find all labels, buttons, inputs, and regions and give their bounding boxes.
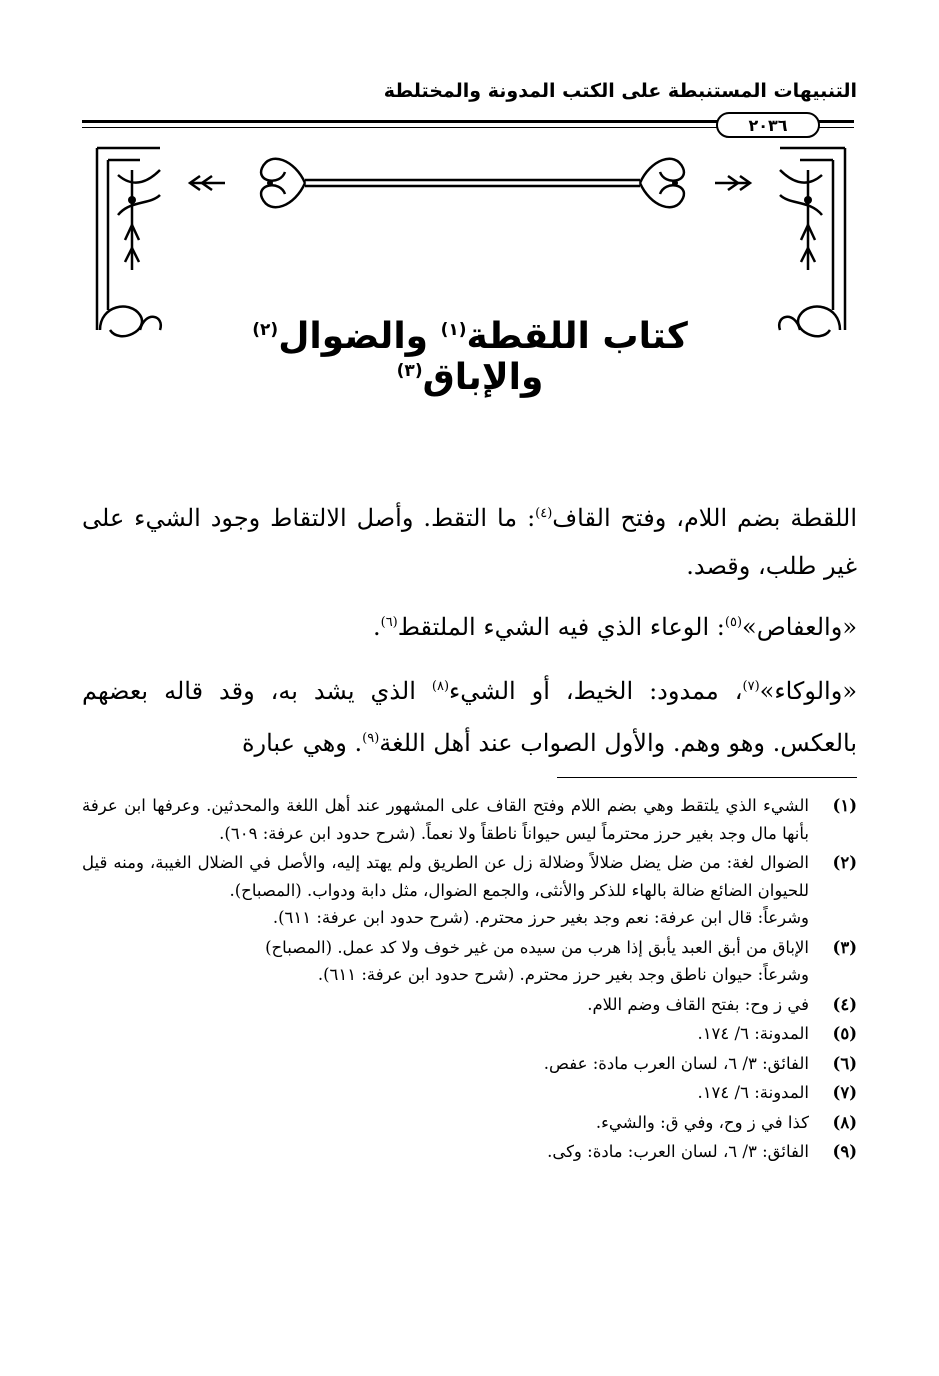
- footnote-separator: [557, 777, 857, 778]
- footnote-7: [82, 1079, 857, 1107]
- body-paragraph-1: [82, 490, 857, 590]
- footnote-text: الفائق: ٣/ ٦، لسان العرب: مادة: وكى.: [547, 1142, 809, 1161]
- body-paragraph-2: [82, 599, 857, 651]
- chapter-title-part1: كتاب اللقطة: [466, 316, 688, 357]
- footnote-3: [82, 934, 857, 989]
- page-number: ٢٠٣٦: [716, 112, 820, 138]
- footnote-number: (١): [832, 796, 857, 815]
- footnote-number: (٤): [832, 994, 857, 1014]
- para-text: : ما التقط. وأصل الالتقاط وجود الشيء على غير طلب، وقصد.: [82, 504, 857, 580]
- footnote-ref-1[interactable]: (١): [440, 320, 467, 340]
- footnote-number: (٥): [832, 1024, 857, 1043]
- footnote-text: الفائق: ٣/ ٦، لسان العرب مادة: عفص.: [543, 1053, 809, 1073]
- footnote-1: [82, 792, 857, 847]
- running-header: التنبيهات المستنبطة على الكتب المدونة والمختلطة: [383, 80, 857, 102]
- chapter-title: [180, 316, 760, 398]
- chapter-title-part3: والإباق: [422, 357, 544, 398]
- footnote-ref-9[interactable]: (٩): [362, 731, 380, 746]
- footnote-text: الشيء الذي يلتقط وهي بضم اللام وفتح القاف على المشهور عند أهل اللغة والمحدثين. وعرفها ابن عرفة بأنها مال وجد بغير حرز محترماً ليس حيواناً ناطقاً ولا نعماً. (شرح حدود ابن عرفة: ٦٠٩).: [82, 796, 809, 843]
- footnote-ref-6[interactable]: (٦): [380, 615, 398, 630]
- chapter-title-part2: والضوال: [278, 316, 441, 357]
- footnote-text: المدونة: ٦/ ١٧٤.: [697, 1083, 809, 1102]
- footnote-ref-8[interactable]: (٨): [431, 679, 450, 694]
- footnote-ref-5[interactable]: (٥): [724, 615, 743, 630]
- footnote-ref-3[interactable]: (٣): [396, 361, 423, 381]
- footnote-number: (٢): [832, 853, 857, 872]
- para-text: «والوكاء»: [759, 677, 857, 705]
- footnotes: [82, 792, 857, 1168]
- footnote-number: (٦): [832, 1053, 857, 1073]
- para-text: ، ممدود: الخيط، أو الشيء: [449, 677, 743, 705]
- footnote-2: [82, 849, 857, 932]
- footnote-number: (٧): [832, 1083, 857, 1102]
- footnote-ref-2[interactable]: (٢): [252, 320, 279, 340]
- footnote-9: [82, 1138, 857, 1166]
- footnote-8: [82, 1109, 857, 1137]
- footnote-text: وشرعاً: حيوان ناطق وجد بغير حرز محترم. (شرح حدود ابن عرفة: ٦١١).: [317, 965, 809, 984]
- footnote-number: (٨): [832, 1112, 857, 1132]
- para-text: .: [372, 613, 381, 641]
- footnote-5: [82, 1020, 857, 1048]
- footnote-text: في ز وح: بفتح القاف وضم اللام.: [587, 994, 809, 1014]
- footnote-number: (٣): [832, 937, 857, 957]
- para-text: : الوعاء الذي فيه الشيء الملتقط: [397, 613, 725, 641]
- para-text: . وهي عبارة: [241, 729, 363, 757]
- footnote-4: [82, 991, 857, 1019]
- footnote-text: الضوال لغة: من ضل يضل ضلالاً وضلالة زل عن الطريق ولم يهتد إليه، والأصل في الضلال الغيبة، ومنه قيل للحيوان الضائع ضالة بالهاء للذكر والأنثى، والجمع الضوال، مثل دابة ودواب. (المصباح).: [82, 853, 809, 900]
- footnote-text: وشرعاً: قال ابن عرفة: نعم وجد بغير حرز محترم. (شرح حدود ابن عرفة: ٦١١).: [272, 908, 809, 927]
- footnote-6: [82, 1050, 857, 1078]
- para-text: اللقطة بضم اللام، وفتح القاف: [552, 504, 857, 532]
- body-paragraph-3: [82, 663, 857, 767]
- footnote-number: (٩): [832, 1142, 857, 1161]
- para-text: «والعفاص»: [742, 613, 857, 641]
- footnote-text: الإباق من أبق العبد يأبق إذا هرب من سيده من غير خوف ولا كد عمل. (المصباح): [265, 937, 809, 957]
- footnote-ref-4[interactable]: (٤): [535, 506, 553, 521]
- footnote-ref-7[interactable]: (٧): [742, 679, 760, 694]
- footnote-text: المدونة: ٦/ ١٧٤.: [697, 1024, 809, 1043]
- para-text: الذي يشد به، وقد قاله بعضهم بالعكس. وهو وهم. والأول الصواب عند أهل اللغة: [82, 677, 857, 757]
- footnote-text: كذا في ز وح، وفي ق: والشيء.: [595, 1112, 809, 1132]
